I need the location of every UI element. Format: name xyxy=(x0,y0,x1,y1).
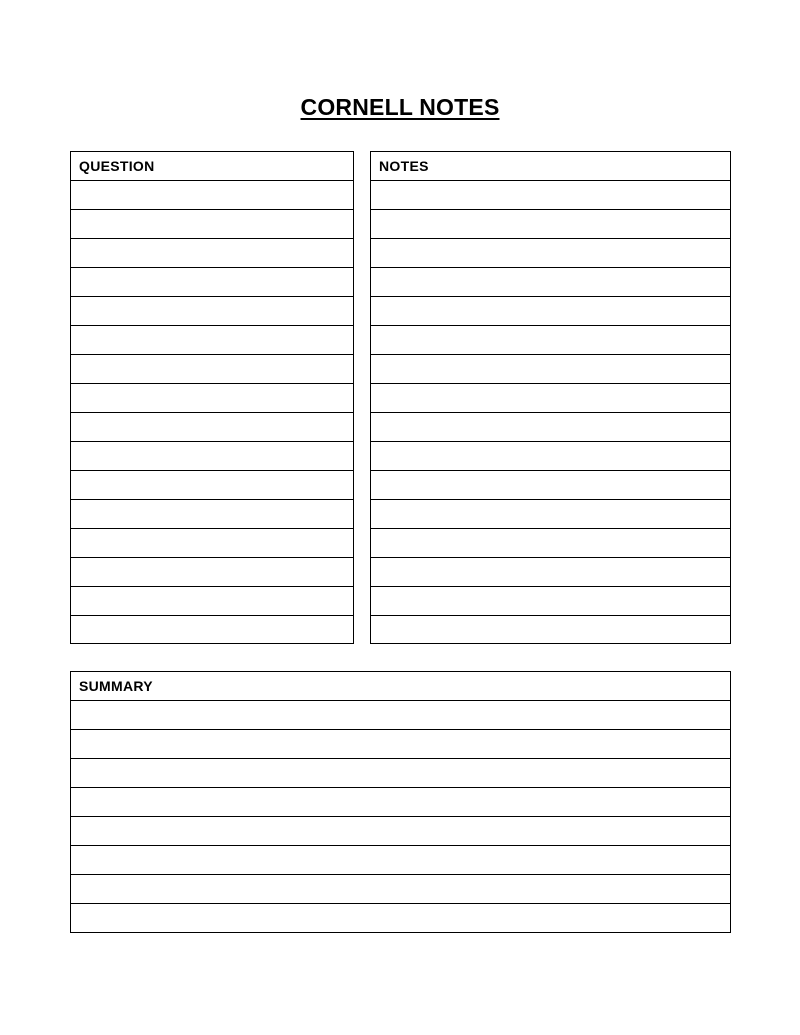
notes-header: NOTES xyxy=(371,152,730,181)
writing-line[interactable] xyxy=(371,442,730,471)
question-header: QUESTION xyxy=(71,152,353,181)
writing-line[interactable] xyxy=(71,210,353,239)
writing-line[interactable] xyxy=(371,181,730,210)
notes-column xyxy=(370,151,731,644)
writing-line[interactable] xyxy=(71,616,353,645)
writing-line[interactable] xyxy=(71,413,353,442)
writing-line[interactable] xyxy=(71,587,353,616)
writing-line[interactable] xyxy=(371,529,730,558)
summary-lines xyxy=(71,701,730,933)
writing-line[interactable] xyxy=(71,759,730,788)
notes-lines xyxy=(371,181,730,645)
writing-line[interactable] xyxy=(71,181,353,210)
page-title: CORNELL NOTES xyxy=(300,94,500,120)
writing-line[interactable] xyxy=(371,297,730,326)
writing-line[interactable] xyxy=(371,471,730,500)
writing-line[interactable] xyxy=(71,297,353,326)
writing-line[interactable] xyxy=(71,730,730,759)
writing-line[interactable] xyxy=(71,529,353,558)
writing-line[interactable] xyxy=(71,788,730,817)
writing-line[interactable] xyxy=(71,817,730,846)
writing-line[interactable] xyxy=(371,239,730,268)
writing-line[interactable] xyxy=(371,616,730,645)
summary-header: SUMMARY xyxy=(71,672,730,701)
writing-line[interactable] xyxy=(71,875,730,904)
writing-line[interactable] xyxy=(71,904,730,933)
writing-line[interactable] xyxy=(71,239,353,268)
writing-line[interactable] xyxy=(371,500,730,529)
writing-line[interactable] xyxy=(71,701,730,730)
summary-section xyxy=(70,671,731,933)
writing-line[interactable] xyxy=(71,500,353,529)
writing-line[interactable] xyxy=(71,442,353,471)
writing-line[interactable] xyxy=(71,355,353,384)
writing-line[interactable] xyxy=(371,210,730,239)
writing-line[interactable] xyxy=(71,268,353,297)
writing-line[interactable] xyxy=(71,471,353,500)
writing-line[interactable] xyxy=(371,384,730,413)
question-column xyxy=(70,151,354,644)
writing-line[interactable] xyxy=(371,326,730,355)
writing-line[interactable] xyxy=(371,355,730,384)
writing-line[interactable] xyxy=(71,846,730,875)
writing-line[interactable] xyxy=(371,558,730,587)
writing-line[interactable] xyxy=(71,384,353,413)
writing-line[interactable] xyxy=(371,587,730,616)
writing-line[interactable] xyxy=(71,326,353,355)
question-lines xyxy=(71,181,353,645)
writing-line[interactable] xyxy=(71,558,353,587)
writing-line[interactable] xyxy=(371,413,730,442)
writing-line[interactable] xyxy=(371,268,730,297)
